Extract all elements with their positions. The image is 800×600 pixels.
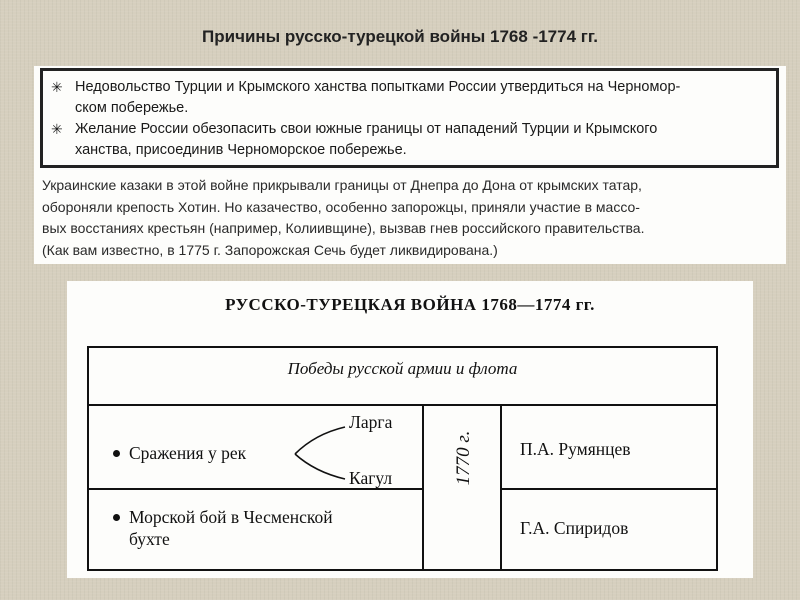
causes-box [40,68,779,168]
asterisk-bullet-icon: ✳ [51,79,63,95]
cause-item [51,77,768,119]
cause-text-line: ханства, присоединив Черноморское побережье. [75,142,407,158]
battle-rivers-label: Сражения у рек [129,443,247,463]
war-table-title: РУССКО-ТУРЕЦКАЯ ВОЙНА 1768—1774 гг. [225,295,595,314]
chesma-battle-label-cont: бухте [129,529,170,549]
commander-spiridov: Г.А. Спиридов [520,518,629,538]
slide-title: Причины русско-турецкой войны 1768 -1774 гг. [202,27,598,46]
commander-rumyantsev: П.А. Румянцев [520,439,631,459]
year-1770-label: 1770 г. [453,430,474,486]
river-larga: Ларга [349,412,393,432]
victories-table [87,346,718,571]
causes-panel [34,66,786,264]
bullet-icon [113,450,120,457]
river-kagul: Кагул [349,468,393,488]
asterisk-bullet-icon: ✳ [51,121,63,137]
cause-text-line: Желание России обезопасить свои южные границы от нападений Турции и Крымского [75,121,658,137]
note-line: Украинские казаки в этой войне прикрывали границы от Днепра до Дона от крымских татар, [42,177,642,193]
note-line: обороняли крепость Хотин. Но казачество, особенно запорожцы, приняли участие в массо- [42,198,640,215]
chesma-battle-label: Морской бой в Чесменской [129,507,333,527]
cause-item [51,119,768,161]
war-table-panel [67,281,753,578]
bullet-icon [113,514,120,521]
cause-text-line: ском побережье. [75,100,189,116]
cause-text-line: Недовольство Турции и Крымского ханства попытками России утвердиться на Черномор- [75,79,681,95]
river-fork-lines [295,427,345,479]
cossacks-note [42,175,780,261]
victories-header: Победы русской армии и флота [287,359,518,378]
note-line: вых восстаниях крестьян (например, Колиивщине), вызвав гнев российского правительства. [42,220,645,236]
note-line: (Как вам известно, в 1775 г. Запорожская Сечь будет ликвидирована.) [42,241,498,258]
